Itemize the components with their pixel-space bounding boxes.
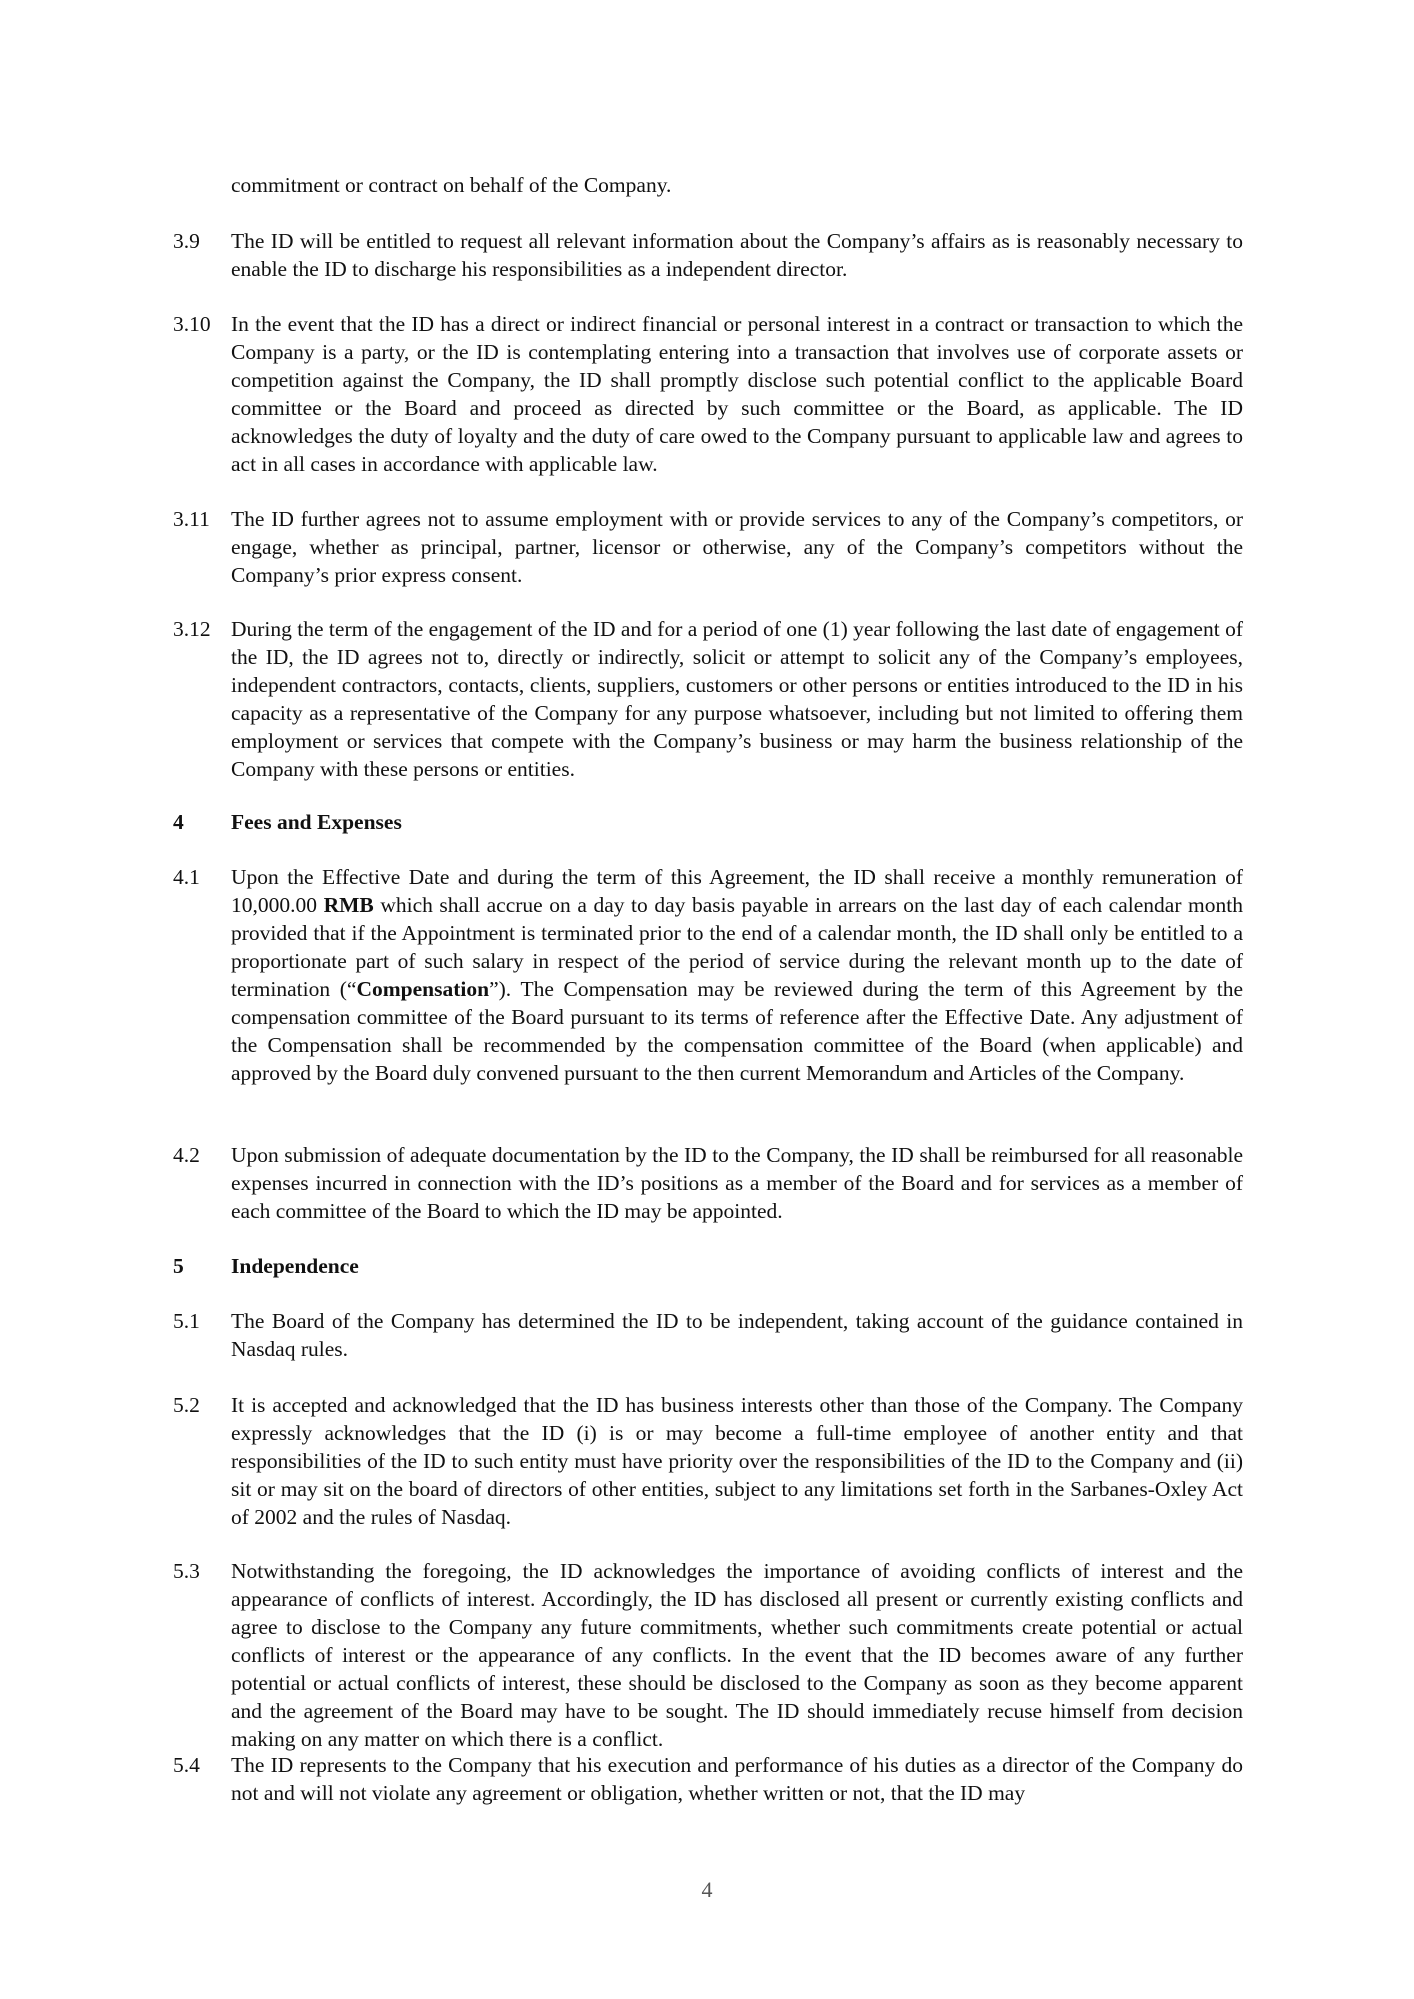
clause-number: 5.4: [173, 1753, 200, 1777]
clause-text-part: ”). The Compensation may be reviewed during the term of this Agreement by the compensation committee of the Board pursuant to its terms of reference after the Effective Date. Any adjustment of the Compensation shall be recommended by the compensation committee of the Board (when applicable) and approved by the Board duly convened pursuant to the then current Memorandum and Articles of the Company.: [231, 977, 1243, 1085]
clause-text: commitment or contract on behalf of the Company.: [231, 173, 672, 197]
clause-number: 5.2: [173, 1393, 200, 1417]
clause-5-3: [173, 1557, 1243, 1753]
clause-text: The ID will be entitled to request all relevant information about the Company’s affairs as is reasonably necessary to enable the ID to discharge his responsibilities as a independent director.: [231, 229, 1243, 281]
clause-3-10: [173, 310, 1243, 478]
page-number: 4: [701, 1877, 713, 1902]
clause-number: 3.11: [173, 507, 210, 531]
clause-number: 4.2: [173, 1143, 200, 1167]
clause-text: The ID represents to the Company that his execution and performance of his duties as a director of the Company do not and will not violate any agreement or obligation, whether written or not, that the ID may: [231, 1753, 1243, 1805]
clause-3-8-continuation: [173, 171, 1243, 199]
clause-number: 3.12: [173, 617, 211, 641]
clause-number: 4.1: [173, 865, 200, 889]
clause-number: 5.3: [173, 1559, 200, 1583]
clause-text: The Board of the Company has determined the ID to be independent, taking account of the guidance contained in Nasdaq rules.: [231, 1309, 1243, 1361]
clause-5-4: [173, 1751, 1243, 1807]
clause-5-2: [173, 1391, 1243, 1531]
section-number: 5: [173, 1254, 184, 1278]
clause-4-1: [173, 863, 1243, 1087]
clause-number: 5.1: [173, 1309, 200, 1333]
clause-text: The ID further agrees not to assume employment with or provide services to any of the Company’s competitors, or engage, whether as principal, partner, licensor or otherwise, any of the Company’s competitors without the Company’s prior express consent.: [231, 507, 1243, 587]
clause-text-part: Upon the Effective Date and during the term of this Agreement, the ID shall receive a monthly remuneration of 10,000.00: [231, 865, 1243, 917]
clause-text: Notwithstanding the foregoing, the ID acknowledges the importance of avoiding conflicts of interest and the appearance of conflicts of interest. Accordingly, the ID has disclosed all present or currently existing conflicts and agree to disclose to the Company any future commitments, whether such commitments create potential or actual conflicts of interest or the appearance of any conflicts. In the event that the ID becomes aware of any further potential or actual conflicts of interest, these should be disclosed to the Company as soon as they become apparent and the agreement of the Board may have to be sought. The ID should immediately recuse himself from decision making on any matter on which there is a conflict.: [231, 1559, 1243, 1751]
clause-number: 3.9: [173, 229, 200, 253]
clause-3-9: [173, 227, 1243, 283]
clause-number: 3.10: [173, 312, 211, 336]
clause-5-1: [173, 1307, 1243, 1363]
clause-text: During the term of the engagement of the ID and for a period of one (1) year following the last date of engagement of the ID, the ID agrees not to, directly or indirectly, solicit or attempt to solicit any of the Company’s employees, independent contractors, contacts, clients, suppliers, customers or other persons or entities introduced to the ID in his capacity as a representative of the Company for any purpose whatsoever, including but not limited to offering them employment or services that compete with the Company’s business or may harm the business relationship of the Company with these persons or entities.: [231, 617, 1243, 781]
clause-3-12: [173, 615, 1243, 783]
section-4-heading: [173, 808, 1243, 836]
section-title: Independence: [231, 1254, 359, 1278]
section-title: Fees and Expenses: [231, 810, 402, 834]
section-5-heading: [173, 1252, 1243, 1280]
currency-term: RMB: [323, 893, 374, 917]
clause-text: Upon submission of adequate documentation by the ID to the Company, the ID shall be reimbursed for all reasonable expenses incurred in connection with the ID’s positions as a member of the Board and for services as a member of each committee of the Board to which the ID may be appointed.: [231, 1143, 1243, 1223]
clause-text-part: which shall accrue on a day to day basis payable in arrears on the last day of each calendar month provided that if the Appointment is terminated prior to the end of a calendar month, the ID shall only be entitled to a proportionate part of such salary in respect of the period of service during the relevant month up to the date of termination (“: [231, 893, 1243, 1001]
clause-text: [231, 863, 1243, 1087]
defined-term: Compensation: [356, 977, 490, 1001]
clause-text: In the event that the ID has a direct or indirect financial or personal interest in a contract or transaction to which the Company is a party, or the ID is contemplating entering into a transaction that involves use of corporate assets or competition against the Company, the ID shall promptly disclose such potential conflict to the applicable Board committee or the Board and proceed as directed by such committee or the Board, as applicable. The ID acknowledges the duty of loyalty and the duty of care owed to the Company pursuant to applicable law and agrees to act in all cases in accordance with applicable law.: [231, 312, 1243, 476]
clause-3-11: [173, 505, 1243, 589]
section-number: 4: [173, 810, 184, 834]
clause-4-2: [173, 1141, 1243, 1225]
clause-text: It is accepted and acknowledged that the ID has business interests other than those of the Company. The Company expressly acknowledges that the ID (i) is or may become a full-time employee of another entity and that responsibilities of the ID to such entity must have priority over the responsibilities of the ID to the Company and (ii) sit or may sit on the board of directors of other entities, subject to any limitations set forth in the Sarbanes-Oxley Act of 2002 and the rules of Nasdaq.: [231, 1393, 1243, 1529]
